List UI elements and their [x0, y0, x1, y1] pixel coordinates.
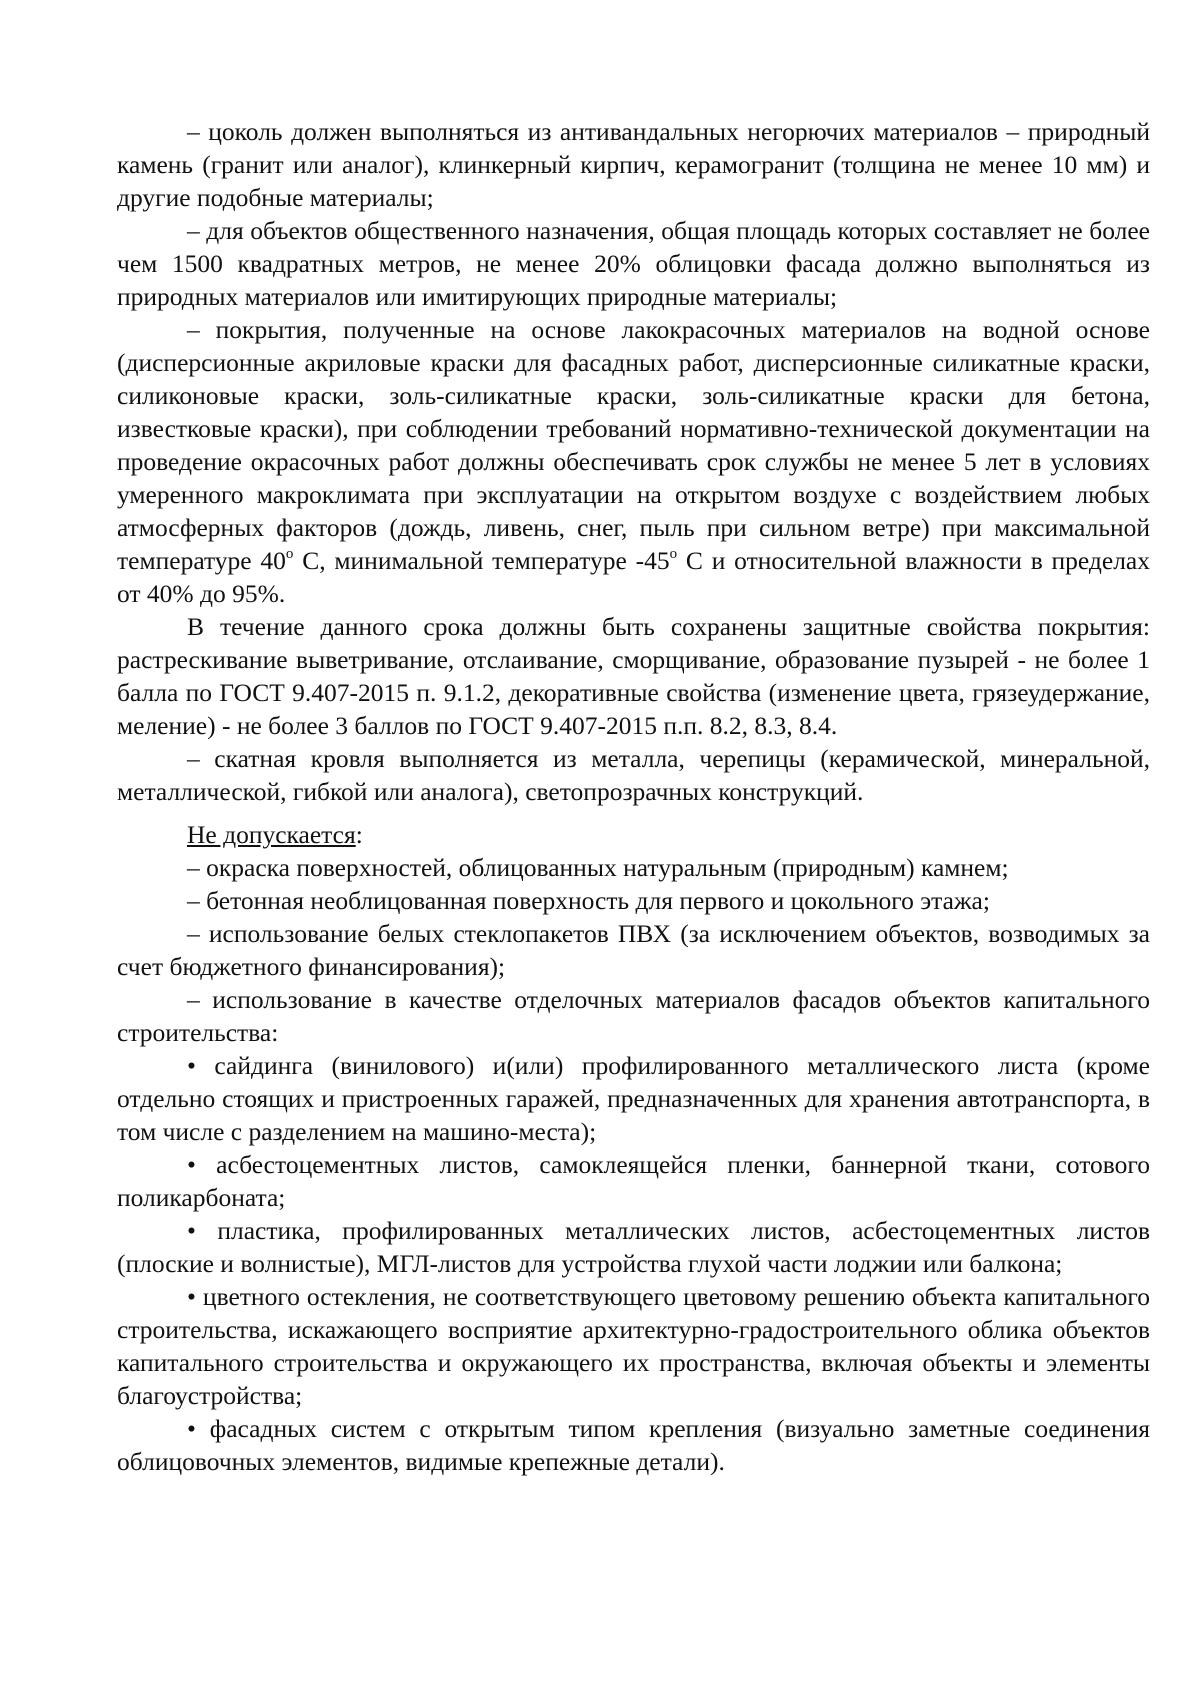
bullet-item: • цветного остекления, не соответствующего цветовому решению объекта капитального строительства, искажающего восприятие архитектурно-градостроительного облика объектов капитального строительства и окружающего их пространства, включая объекты и элементы благоустройства; — [117, 1282, 1150, 1410]
not-allowed-colon: : — [355, 820, 363, 849]
prohibited-item: – использование в качестве отделочных материалов фасадов объектов капитального строительства: — [117, 985, 1150, 1047]
coatings-paragraph — [117, 313, 1150, 610]
public-objects-paragraph: – для объектов общественного назначения, общая площадь которых составляет не более чем 1500 квадратных метров, не менее 20% облицовки фасада должно выполняться из природных материалов или имитирующих природные материалы; — [117, 216, 1150, 311]
not-allowed-heading — [117, 818, 1150, 851]
degree-sign-max: o — [285, 546, 294, 562]
degree-sign-min: o — [669, 546, 678, 562]
protective-properties-paragraph: В течение данного срока должны быть сохранены защитные свойства покрытия: растрескивание выветривание, отслаивание, сморщивание, образование пузырей - не более 1 балла по ГОСТ 9.407-2015 п. 9.1.2, декоративные свойства (изменение цвета, грязеудержание, меление) - не более 3 баллов по ГОСТ 9.407-2015 п.п. 8.2, 8.3, 8.4. — [117, 612, 1150, 740]
coatings-text-3: С и относительной влажности в пределах от 40% до 95%. — [117, 546, 1151, 608]
bullet-item: • асбестоцементных листов, самоклеящейся пленки, баннерной ткани, сотового поликарбоната; — [117, 1150, 1150, 1212]
not-allowed-heading-text: Не допускается — [187, 820, 356, 849]
prohibited-item: – окраска поверхностей, облицованных натуральным (природным) камнем; — [187, 853, 1009, 882]
bullet-item: • пластика, профилированных металлических листов, асбестоцементных листов (плоские и волнистые), МГЛ-листов для устройства глухой части лоджии или балкона; — [117, 1216, 1150, 1278]
pitched-roof-paragraph: – скатная кровля выполняется из металла, черепицы (керамической, минеральной, металлической, гибкой или аналога), светопрозрачных конструкций. — [117, 744, 1150, 806]
prohibited-item: – использование белых стеклопакетов ПВХ (за исключением объектов, возводимых за счет бюджетного финансирования); — [117, 919, 1150, 981]
plinth-paragraph: – цоколь должен выполняться из антивандальных негорючих материалов – природный камень (гранит или аналог), клинкерный кирпич, керамогранит (толщина не менее 10 мм) и другие подобные материалы; — [117, 117, 1150, 212]
bullet-item: • фасадных систем с открытым типом крепления (визуально заметные соединения облицовочных элементов, видимые крепежные детали). — [117, 1414, 1150, 1476]
coatings-text-2: С, минимальной температуре -45 — [293, 546, 670, 575]
coatings-text-1: – покрытия, полученные на основе лакокрасочных материалов на водной основе (дисперсионные акриловые краски для фасадных работ, дисперсионные силикатные краски, силиконовые краски, золь-силикатные краски, золь-силикатные краски для бетона, известковые краски), при соблюдении требований нормативно-технической документации на проведение окрасочных работ должны обеспечивать срок службы не менее 5 лет в условиях умеренного макроклимата при эксплуатации на открытом воздухе с воздействием любых атмосферных факторов (дождь, ливень, снег, пыль при сильном ветре) при максимальной температуре 40 — [117, 315, 1150, 575]
prohibited-item: – бетонная необлицованная поверхность для первого и цокольного этажа; — [187, 886, 990, 915]
bullet-item: • сайдинга (винилового) и(или) профилированного металлического листа (кроме отдельно стоящих и пристроенных гаражей, предназначенных для хранения автотранспорта, в том числе с разделением на машино-места); — [117, 1051, 1150, 1146]
